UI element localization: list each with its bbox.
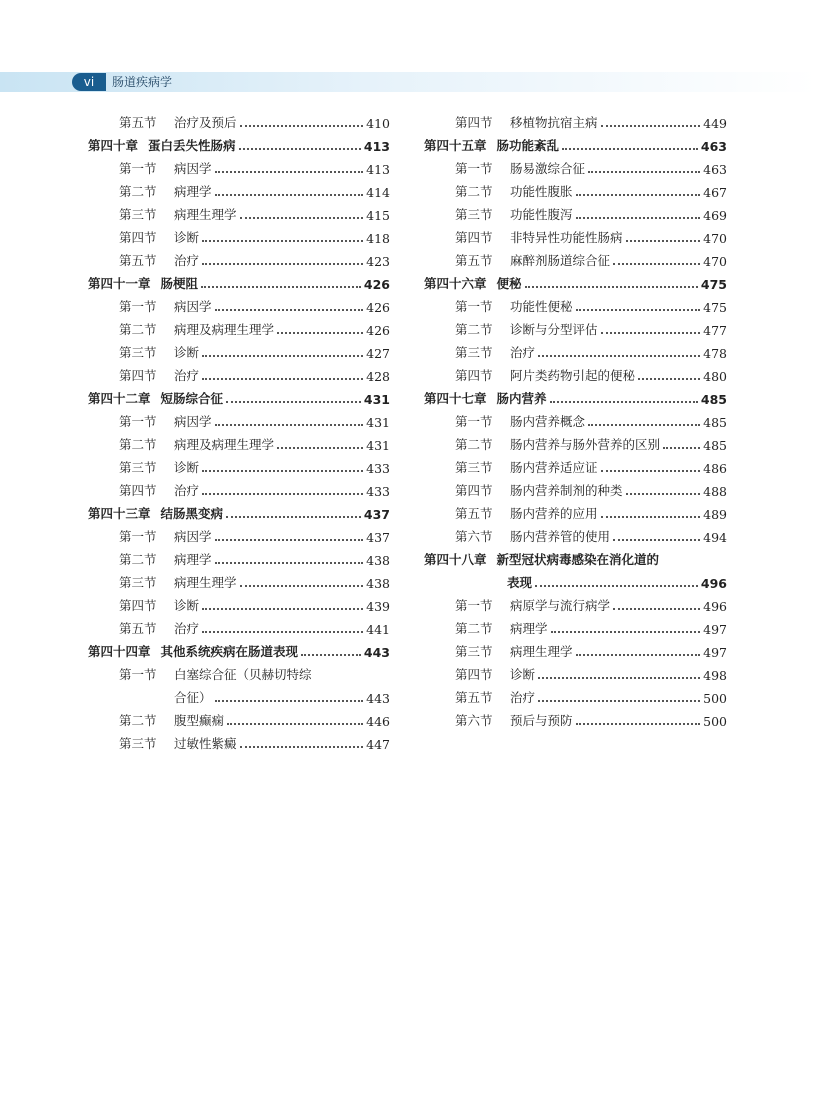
section-title: 诊断 <box>174 598 200 613</box>
toc-column-right <box>424 108 727 729</box>
toc-section-entry[interactable] <box>424 292 727 315</box>
page-number: 413 <box>366 162 390 177</box>
section-title: 病理生理学 <box>510 644 573 659</box>
toc-section-entry[interactable] <box>88 683 390 706</box>
page-number: 443 <box>366 691 390 706</box>
toc-chapter-entry[interactable] <box>424 568 727 591</box>
toc-section-entry[interactable] <box>424 591 727 614</box>
section-title: 肠内营养与肠外营养的区别 <box>510 437 661 452</box>
section-number: 第二节 <box>119 552 157 567</box>
toc-section-entry[interactable] <box>424 361 727 384</box>
section-number: 第一节 <box>119 529 157 544</box>
section-number: 第三节 <box>119 460 157 475</box>
dot-leader <box>535 585 698 587</box>
section-number: 第二节 <box>455 184 493 199</box>
page-number: 475 <box>700 277 727 292</box>
section-title: 治疗 <box>174 253 200 268</box>
dot-leader <box>538 700 700 702</box>
section-title: 治疗 <box>174 621 200 636</box>
page-number: 485 <box>703 415 727 430</box>
toc-section-entry[interactable] <box>88 154 390 177</box>
page-number: 489 <box>703 507 727 522</box>
toc-section-entry[interactable] <box>424 108 727 131</box>
chapter-title: 其他系统疾病在肠道表现 <box>160 644 299 659</box>
toc-section-entry[interactable] <box>424 315 727 338</box>
page-number: 426 <box>366 323 390 338</box>
page-number: 410 <box>366 116 390 131</box>
dot-leader <box>550 401 698 403</box>
toc-chapter-entry[interactable] <box>424 384 727 407</box>
section-title: 移植物抗宿主病 <box>510 115 598 130</box>
page-number: 415 <box>366 208 390 223</box>
section-number: 第五节 <box>119 621 157 636</box>
toc-chapter-entry[interactable] <box>424 269 727 292</box>
dot-leader <box>588 424 700 426</box>
page-number: 438 <box>366 576 390 591</box>
section-number: 第二节 <box>455 437 493 452</box>
section-title: 病因学 <box>174 529 212 544</box>
dot-leader <box>601 516 701 518</box>
section-title: 合征） <box>174 690 212 705</box>
page-number: 426 <box>363 277 390 292</box>
chapter-number: 第四十三章 <box>88 506 151 521</box>
page-number: 443 <box>363 645 390 660</box>
toc-section-entry[interactable] <box>424 706 727 729</box>
toc-chapter-entry[interactable] <box>88 131 390 154</box>
section-number: 第一节 <box>119 299 157 314</box>
chapter-number: 第四十七章 <box>424 391 487 406</box>
section-number: 第三节 <box>455 207 493 222</box>
toc-section-entry[interactable] <box>424 637 727 660</box>
section-number: 第一节 <box>119 667 157 682</box>
dot-leader <box>576 194 701 196</box>
section-number: 第四节 <box>455 667 493 682</box>
toc-section-entry[interactable] <box>424 660 727 683</box>
page-number: 467 <box>703 185 727 200</box>
chapter-number: 第四十一章 <box>88 276 151 291</box>
section-title: 病因学 <box>174 161 212 176</box>
dot-leader <box>202 470 363 472</box>
toc-section-entry[interactable] <box>88 223 390 246</box>
chapter-title: 新型冠状病毒感染在消化道的 <box>496 552 660 567</box>
section-number: 第一节 <box>455 414 493 429</box>
toc-section-entry[interactable] <box>88 729 390 752</box>
section-number: 第二节 <box>119 437 157 452</box>
section-title: 肠内营养制剂的种类 <box>510 483 623 498</box>
toc-section-entry[interactable] <box>424 338 727 361</box>
section-title: 麻醉剂肠道综合征 <box>510 253 611 268</box>
section-number: 第四节 <box>455 230 493 245</box>
page-number: 437 <box>363 507 390 522</box>
dot-leader <box>626 240 701 242</box>
toc-section-entry[interactable] <box>424 453 727 476</box>
toc-section-entry[interactable] <box>88 361 390 384</box>
toc-section-entry[interactable] <box>88 246 390 269</box>
dot-leader <box>226 516 361 518</box>
toc-section-entry[interactable] <box>88 315 390 338</box>
section-title: 肠内营养适应证 <box>510 460 598 475</box>
chapter-title: 结肠黑变病 <box>160 506 224 521</box>
toc-chapter-entry[interactable] <box>88 499 390 522</box>
page-number: 447 <box>366 737 390 752</box>
section-title: 病理学 <box>174 552 212 567</box>
toc-chapter-entry[interactable] <box>88 637 390 660</box>
toc-section-entry[interactable] <box>88 545 390 568</box>
section-number: 第三节 <box>119 345 157 360</box>
section-number: 第三节 <box>455 644 493 659</box>
section-number: 第一节 <box>455 299 493 314</box>
page-number: 496 <box>700 576 727 591</box>
toc-section-entry[interactable] <box>424 614 727 637</box>
section-title: 治疗 <box>510 345 536 360</box>
section-title: 肠内营养管的使用 <box>510 529 611 544</box>
page-number: 428 <box>366 369 390 384</box>
dot-leader <box>215 562 364 564</box>
dot-leader <box>240 217 364 219</box>
dot-leader <box>202 378 363 380</box>
page-number: 478 <box>703 346 727 361</box>
toc-section-entry[interactable] <box>424 177 727 200</box>
toc-section-entry[interactable] <box>88 430 390 453</box>
dot-leader <box>601 332 701 334</box>
toc-section-entry[interactable] <box>88 476 390 499</box>
toc-section-entry[interactable] <box>88 614 390 637</box>
dot-leader <box>240 746 364 748</box>
dot-leader <box>551 631 701 633</box>
toc-section-entry[interactable] <box>88 177 390 200</box>
dot-leader <box>239 148 361 150</box>
dot-leader <box>202 608 363 610</box>
page-number: 500 <box>703 714 727 729</box>
page-number: 449 <box>703 116 727 131</box>
page-number: 439 <box>366 599 390 614</box>
toc-section-entry[interactable] <box>88 338 390 361</box>
section-title: 病理学 <box>174 184 212 199</box>
dot-leader <box>613 539 700 541</box>
page-number: 497 <box>703 622 727 637</box>
section-title: 诊断 <box>174 230 200 245</box>
dot-leader <box>202 631 363 633</box>
toc-column-left <box>88 108 390 752</box>
dot-leader <box>202 493 363 495</box>
dot-leader <box>240 585 364 587</box>
section-number: 第三节 <box>455 345 493 360</box>
toc-section-entry[interactable] <box>88 660 390 683</box>
section-title: 病因学 <box>174 414 212 429</box>
page-number: 441 <box>366 622 390 637</box>
page-number: 475 <box>703 300 727 315</box>
chapter-title: 表现 <box>507 575 533 590</box>
toc-section-entry[interactable] <box>424 683 727 706</box>
dot-leader <box>562 148 698 150</box>
section-number: 第五节 <box>455 690 493 705</box>
section-title: 病理生理学 <box>174 575 237 590</box>
chapter-title: 短肠综合征 <box>160 391 224 406</box>
page-number: 496 <box>703 599 727 614</box>
page-number: 426 <box>366 300 390 315</box>
dot-leader <box>601 470 701 472</box>
toc-section-entry[interactable] <box>88 407 390 430</box>
section-number: 第六节 <box>455 713 493 728</box>
toc-section-entry[interactable] <box>424 430 727 453</box>
toc-chapter-entry[interactable] <box>424 545 727 568</box>
toc-section-entry[interactable] <box>88 568 390 591</box>
page-number-badge: vi <box>72 73 106 91</box>
dot-leader <box>538 677 700 679</box>
page-number: 477 <box>703 323 727 338</box>
section-title: 病理学 <box>510 621 548 636</box>
section-title: 功能性腹胀 <box>510 184 573 199</box>
running-book-title: 肠道疾病学 <box>112 75 173 89</box>
section-title: 病因学 <box>174 299 212 314</box>
toc-section-entry[interactable] <box>88 200 390 223</box>
dot-leader <box>576 723 701 725</box>
page-number: 437 <box>366 530 390 545</box>
page-number: 498 <box>703 668 727 683</box>
dot-leader <box>663 447 700 449</box>
section-title: 治疗及预后 <box>174 115 237 130</box>
dot-leader <box>638 378 700 380</box>
section-title: 病理生理学 <box>174 207 237 222</box>
dot-leader <box>588 171 700 173</box>
page-number: 413 <box>363 139 390 154</box>
page-number: 500 <box>703 691 727 706</box>
dot-leader <box>215 171 364 173</box>
page-number: 488 <box>703 484 727 499</box>
page-number: 433 <box>366 461 390 476</box>
section-title: 非特异性功能性肠病 <box>510 230 623 245</box>
page-number: 414 <box>366 185 390 200</box>
dot-leader <box>215 194 364 196</box>
page-number: 486 <box>703 461 727 476</box>
toc-section-entry[interactable] <box>424 407 727 430</box>
dot-leader <box>215 424 364 426</box>
page-number: 494 <box>703 530 727 545</box>
page-number: 418 <box>366 231 390 246</box>
toc-section-entry[interactable] <box>424 154 727 177</box>
dot-leader <box>576 309 701 311</box>
section-title: 功能性便秘 <box>510 299 573 314</box>
toc-section-entry[interactable] <box>424 499 727 522</box>
dot-leader <box>215 700 364 702</box>
section-title: 腹型癫痫 <box>174 713 225 728</box>
section-number: 第三节 <box>119 575 157 590</box>
section-number: 第二节 <box>119 322 157 337</box>
dot-leader <box>202 355 363 357</box>
toc-section-entry[interactable] <box>88 706 390 729</box>
section-title: 肠内营养概念 <box>510 414 586 429</box>
section-title: 病理及病理生理学 <box>174 437 275 452</box>
toc-section-entry[interactable] <box>424 200 727 223</box>
page-number: 427 <box>366 346 390 361</box>
dot-leader <box>277 332 363 334</box>
dot-leader <box>601 125 701 127</box>
page-number: 463 <box>700 139 727 154</box>
page-number: 469 <box>703 208 727 223</box>
page-number: 431 <box>366 438 390 453</box>
section-number: 第六节 <box>455 529 493 544</box>
section-number: 第四节 <box>119 598 157 613</box>
section-number: 第二节 <box>119 713 157 728</box>
dot-leader <box>525 286 698 288</box>
section-number: 第四节 <box>455 483 493 498</box>
page-number: 446 <box>366 714 390 729</box>
section-title: 预后与预防 <box>510 713 573 728</box>
section-title: 白塞综合征（贝赫切特综 <box>174 667 312 682</box>
toc-section-entry[interactable] <box>88 292 390 315</box>
section-number: 第五节 <box>119 115 157 130</box>
dot-leader <box>626 493 701 495</box>
toc-section-entry[interactable] <box>88 522 390 545</box>
dot-leader <box>202 240 363 242</box>
toc-section-entry[interactable] <box>88 108 390 131</box>
chapter-number: 第四十六章 <box>424 276 487 291</box>
section-title: 功能性腹泻 <box>510 207 573 222</box>
section-number: 第一节 <box>455 598 493 613</box>
page-number: 433 <box>366 484 390 499</box>
toc-chapter-entry[interactable] <box>88 384 390 407</box>
section-number: 第二节 <box>455 322 493 337</box>
toc-section-entry[interactable] <box>88 591 390 614</box>
toc-chapter-entry[interactable] <box>88 269 390 292</box>
toc-section-entry[interactable] <box>424 476 727 499</box>
section-title: 肠内营养的应用 <box>510 506 598 521</box>
dot-leader <box>613 263 700 265</box>
dot-leader <box>201 286 361 288</box>
dot-leader <box>227 723 363 725</box>
page-number: 470 <box>703 254 727 269</box>
page-number: 431 <box>363 392 390 407</box>
toc-section-entry[interactable] <box>424 223 727 246</box>
page-number: 423 <box>366 254 390 269</box>
page-number: 485 <box>700 392 727 407</box>
section-number: 第四节 <box>455 368 493 383</box>
dot-leader <box>240 125 364 127</box>
section-number: 第四节 <box>119 483 157 498</box>
page-number: 497 <box>703 645 727 660</box>
section-title: 诊断 <box>174 345 200 360</box>
dot-leader <box>301 654 361 656</box>
dot-leader <box>226 401 361 403</box>
section-title: 病理及病理生理学 <box>174 322 275 337</box>
section-title: 诊断 <box>174 460 200 475</box>
section-number: 第一节 <box>119 414 157 429</box>
page-number: 485 <box>703 438 727 453</box>
dot-leader <box>215 309 364 311</box>
section-title: 诊断与分型评估 <box>510 322 598 337</box>
section-number: 第四节 <box>455 115 493 130</box>
section-title: 肠易激综合征 <box>510 161 586 176</box>
chapter-number: 第四十五章 <box>424 138 487 153</box>
dot-leader <box>613 608 700 610</box>
toc-section-entry[interactable] <box>424 522 727 545</box>
section-number: 第一节 <box>119 161 157 176</box>
chapter-title: 肠梗阻 <box>160 276 199 291</box>
toc-section-entry[interactable] <box>424 246 727 269</box>
chapter-number: 第四十二章 <box>88 391 151 406</box>
toc-section-entry[interactable] <box>88 453 390 476</box>
dot-leader <box>538 355 700 357</box>
section-title: 治疗 <box>510 690 536 705</box>
chapter-number: 第四十章 <box>88 138 139 153</box>
section-title: 治疗 <box>174 483 200 498</box>
section-number: 第三节 <box>455 460 493 475</box>
section-title: 病原学与流行病学 <box>510 598 611 613</box>
page-number: 480 <box>703 369 727 384</box>
section-title: 阿片类药物引起的便秘 <box>510 368 636 383</box>
chapter-title: 便秘 <box>496 276 522 291</box>
dot-leader <box>202 263 363 265</box>
page-number: 470 <box>703 231 727 246</box>
section-number: 第一节 <box>455 161 493 176</box>
section-number: 第五节 <box>455 253 493 268</box>
chapter-number: 第四十四章 <box>88 644 151 659</box>
section-number: 第五节 <box>455 506 493 521</box>
dot-leader <box>215 539 364 541</box>
chapter-title: 蛋白丢失性肠病 <box>148 138 236 153</box>
section-number: 第五节 <box>119 253 157 268</box>
chapter-title: 肠内营养 <box>496 391 547 406</box>
section-number: 第四节 <box>119 368 157 383</box>
section-number: 第二节 <box>119 184 157 199</box>
section-number: 第三节 <box>119 736 157 751</box>
page-number: 431 <box>366 415 390 430</box>
page-number: 438 <box>366 553 390 568</box>
dot-leader <box>277 447 363 449</box>
page-number: 463 <box>703 162 727 177</box>
section-number: 第三节 <box>119 207 157 222</box>
section-number: 第二节 <box>455 621 493 636</box>
section-title: 过敏性紫癜 <box>174 736 237 751</box>
section-title: 治疗 <box>174 368 200 383</box>
chapter-title: 肠功能紊乱 <box>496 138 560 153</box>
section-title: 诊断 <box>510 667 536 682</box>
chapter-number: 第四十八章 <box>424 552 487 567</box>
toc-chapter-entry[interactable] <box>424 131 727 154</box>
dot-leader <box>576 217 701 219</box>
dot-leader <box>576 654 701 656</box>
section-number: 第四节 <box>119 230 157 245</box>
